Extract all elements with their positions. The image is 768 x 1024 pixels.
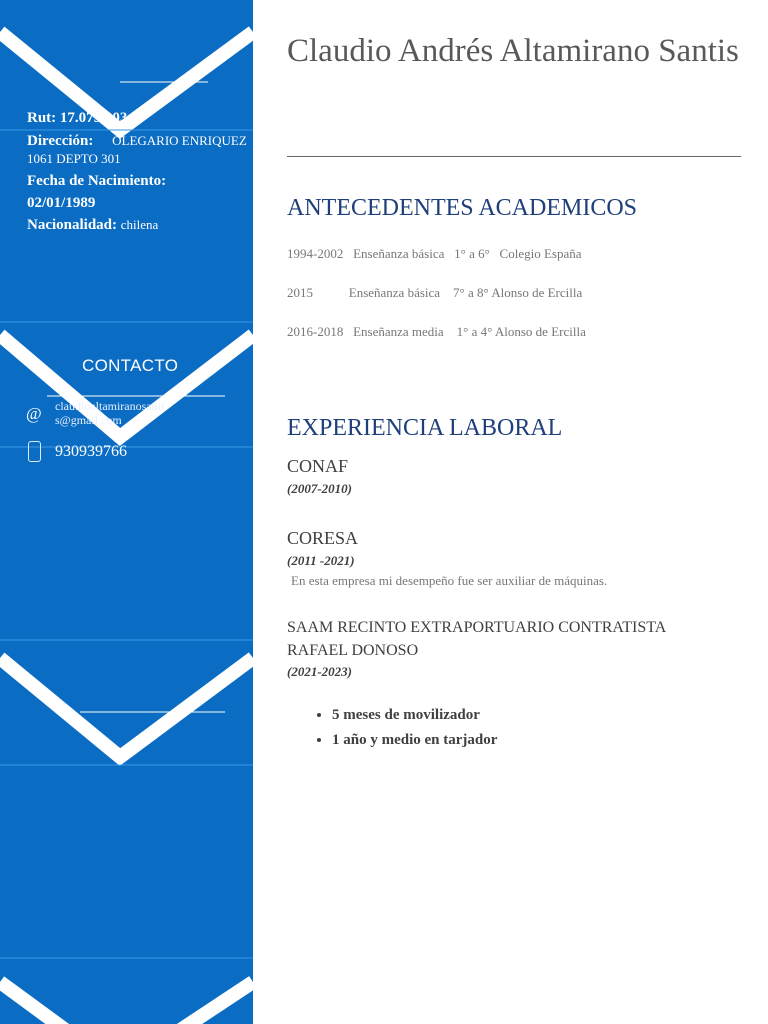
academic-row: 2015 Enseñanza básica 7° a 8° Alonso de Ercilla <box>287 285 583 300</box>
list-item: • 1 año y medio en tarjador <box>332 728 497 753</box>
job-company: CORESA <box>287 528 359 548</box>
nationality-label: Nacionalidad: <box>27 217 118 233</box>
academic-section-title: ANTECEDENTES ACADEMICOS <box>287 195 638 221</box>
job-company: CONAF <box>287 456 349 476</box>
rut-label: Rut: <box>27 110 57 126</box>
job-description: En esta empresa mi desempeño fue ser auxiliar de máquinas. <box>291 573 608 588</box>
birth-label: Fecha de Nacimiento: <box>27 173 167 189</box>
mobile-phone-icon <box>28 441 41 462</box>
academic-row: 2016-2018 Enseñanza media 1° a 4° Alonso de Ercilla <box>287 324 586 339</box>
academic-row: 1994-2002 Enseñanza básica 1° a 6° Colegio España <box>287 246 582 261</box>
birth-value: 02/01/1989 <box>27 195 96 211</box>
contact-title: CONTACTO <box>82 356 179 375</box>
sidebar <box>0 0 253 1024</box>
experience-section-title: EXPERIENCIA LABORAL <box>287 415 563 441</box>
job-bullet-list <box>310 703 497 753</box>
personal-info <box>27 107 249 236</box>
job-company: SAAM RECINTO EXTRAPORTUARIO CONTRATISTA RAFAEL DONOSO <box>287 619 666 659</box>
at-icon: @ <box>26 404 42 423</box>
job-period: (2021-2023) <box>287 664 352 679</box>
email-text[interactable]: claudioaltamiranosantis@gmail.com <box>55 399 165 427</box>
address-value: OLEGARIO ENRIQUEZ 1061 DEPTO 301 <box>27 133 247 166</box>
phone-number[interactable]: 930939766 <box>55 443 127 460</box>
job-period: (2011 -2021) <box>287 553 355 568</box>
address-label: Dirección: <box>27 133 94 149</box>
nationality-value: chilena <box>120 217 159 232</box>
list-item: • 5 meses de movilizador <box>332 703 497 728</box>
name-divider <box>287 156 741 157</box>
candidate-name: Claudio Andrés Altamirano Santis <box>287 33 739 69</box>
job-period: (2007-2010) <box>287 481 352 496</box>
rut-value: 17.079.303-9 <box>59 110 140 126</box>
